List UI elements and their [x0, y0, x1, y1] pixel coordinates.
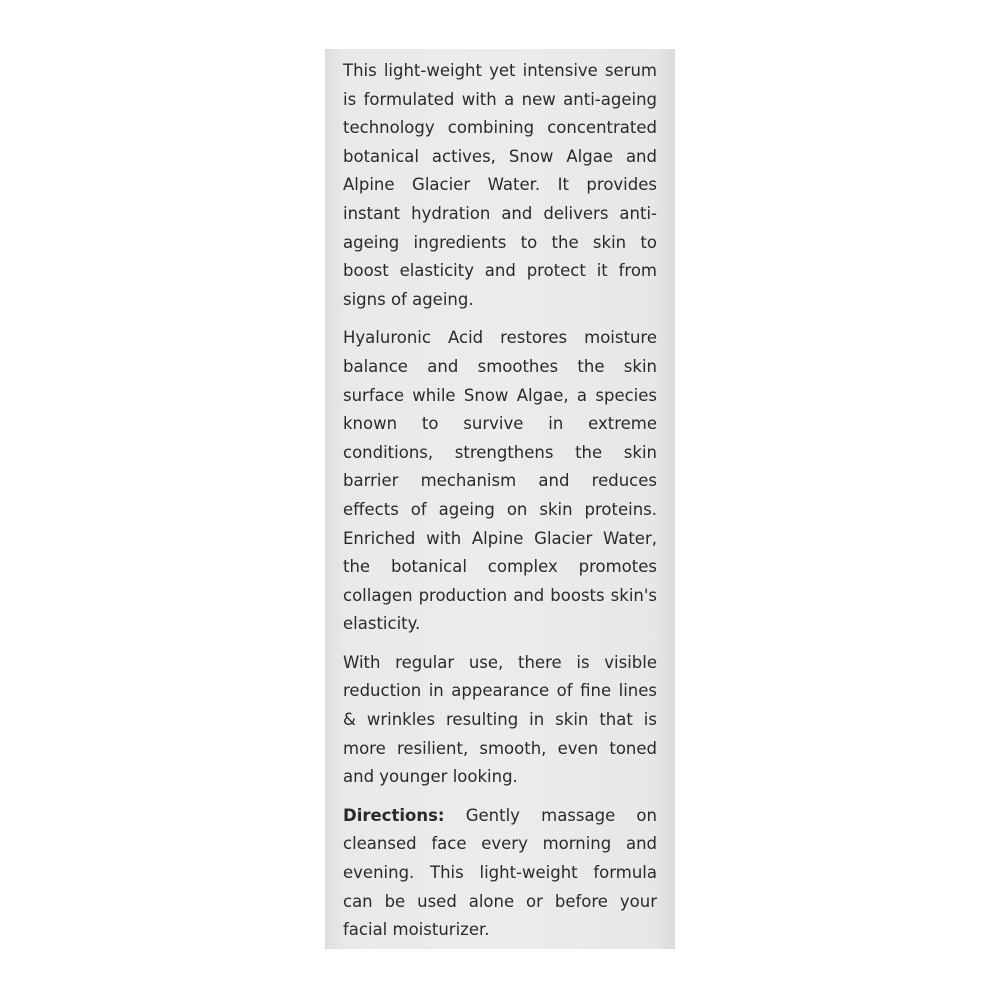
product-description-panel	[325, 49, 675, 949]
ingredients-paragraph: Hyaluronic Acid restores moisture balance and smoothes the skin surface while Snow Algae, a species known to survive in extreme conditions, strengthens the skin barrier mechanism and reduces effects of ageing on skin proteins. Enriched with Alpine Glacier Water, the botanical complex promotes collagen production and boosts skin's elasticity.	[343, 328, 657, 634]
directions-label: Directions:	[343, 805, 445, 825]
directions-paragraph	[343, 802, 657, 945]
directions-text: Gently massage on cleansed face every morning and evening. This light-weight formula can be used alone or before your facial moisturizer.	[343, 805, 657, 940]
intro-paragraph: This light-weight yet intensive serum is formulated with a new anti-ageing technology combining concentrated botanical actives, Snow Algae and Alpine Glacier Water. It provides instant hydration and delivers anti-ageing ingredients to the skin to boost elasticity and protect it from signs of ageing.	[343, 61, 657, 309]
description-text-block	[343, 57, 657, 945]
results-paragraph: With regular use, there is visible reduction in appearance of fine lines & wrinkles resulting in skin that is more resilient, smooth, even toned and younger looking.	[343, 652, 657, 787]
